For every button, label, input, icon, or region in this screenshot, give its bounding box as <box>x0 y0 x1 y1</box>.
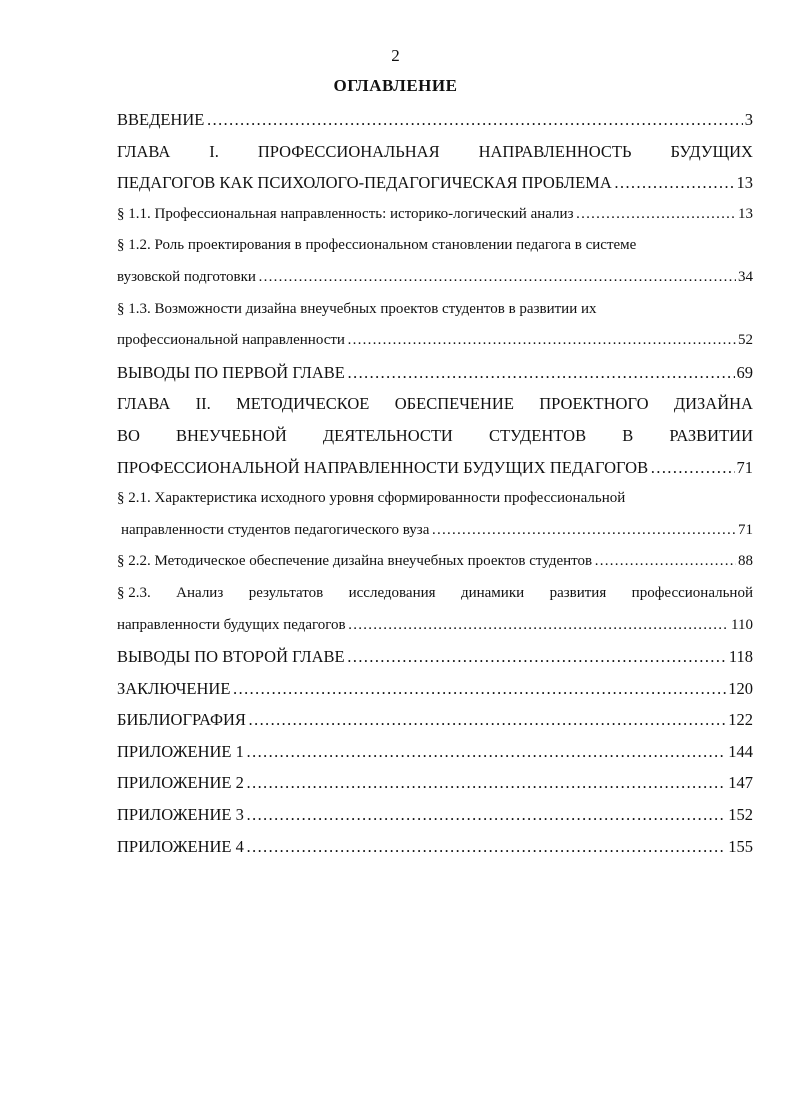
toc-entry-chapter1-line2[interactable] <box>117 167 753 199</box>
toc-leader <box>576 199 737 231</box>
toc-word: I. <box>209 141 219 161</box>
toc-entry-section-2-2[interactable] <box>117 546 753 578</box>
toc-entry-label: профессиональной направленности <box>117 332 345 349</box>
toc-word: II. <box>195 394 211 414</box>
toc-word: ВО <box>117 425 140 445</box>
toc-word: МЕТОДИЧЕСКОЕ <box>236 394 370 414</box>
toc-entry-label: § 2.2. Методическое обеспечение дизайна внеучебных проектов студентов <box>117 553 593 570</box>
toc-page-number: 144 <box>728 741 753 761</box>
toc-leader <box>614 167 735 199</box>
toc-page-number: 3 <box>744 110 753 129</box>
toc-entry-section-1-1[interactable] <box>117 199 753 231</box>
toc-entry-appendix-1[interactable] <box>117 736 753 768</box>
toc-page-number: 110 <box>731 616 753 633</box>
toc-entry-section-2-3-line1[interactable] <box>117 578 753 610</box>
toc-entry-chapter2-line2[interactable] <box>117 420 753 452</box>
page-title: ОГЛАВЛЕНИЕ <box>333 76 458 95</box>
toc-page-number: 71 <box>736 457 753 477</box>
toc-word: БУДУЩИХ <box>670 141 753 161</box>
toc-entry-label: ПЕДАГОГОВ КАК ПСИХОЛОГО-ПЕДАГОГИЧЕСКАЯ ПРОБЛЕМА <box>117 173 612 193</box>
toc-entry-section-2-1-line2[interactable] <box>117 515 753 547</box>
toc-page-number: 147 <box>728 773 753 793</box>
toc-entry-label: ЗАКЛЮЧЕНИЕ <box>117 678 231 698</box>
page-number: 2 <box>391 46 400 65</box>
toc-entry-label: ПРИЛОЖЕНИЕ 1 <box>117 741 244 761</box>
toc-leader <box>347 357 735 389</box>
toc-entry-appendix-4[interactable] <box>117 831 753 863</box>
toc-entry-label: ВЫВОДЫ ПО ВТОРОЙ ГЛАВЕ <box>117 647 345 667</box>
toc-page-number: 122 <box>728 710 753 730</box>
toc-page-number: 13 <box>736 173 753 193</box>
toc-entry-chapter1-line1[interactable] <box>117 136 753 168</box>
toc-leader <box>248 704 726 736</box>
toc-word: ПРОФЕССИОНАЛЬНАЯ <box>257 141 440 161</box>
toc-entry-label: БИБЛИОГРАФИЯ <box>117 710 246 730</box>
toc-page-number: 88 <box>738 553 753 570</box>
toc-word: ОБЕСПЕЧЕНИЕ <box>394 394 514 414</box>
toc-entry-label: ВВЕДЕНИЕ <box>117 110 205 129</box>
toc-leader <box>232 673 726 705</box>
toc-leader <box>258 262 736 294</box>
toc-entry-section-2-3-line2[interactable] <box>117 610 753 642</box>
toc-word: В <box>622 425 634 445</box>
toc-word: СТУДЕНТОВ <box>488 425 587 445</box>
toc-word: Анализ <box>176 584 224 601</box>
toc-page-number: 69 <box>736 362 753 382</box>
toc-entry-intro[interactable] <box>117 104 753 136</box>
toc-leader <box>246 736 726 768</box>
toc-leader <box>246 831 726 863</box>
toc-word: ГЛАВА <box>117 141 171 161</box>
toc-entry-conclusion[interactable] <box>117 673 753 705</box>
toc-leader <box>347 641 727 673</box>
toc-entry-label: направленности студентов педагогического вуза <box>121 521 430 538</box>
toc-entry-label: ВЫВОДЫ ПО ПЕРВОЙ ГЛАВЕ <box>117 362 345 382</box>
toc-page-number: 155 <box>728 836 753 856</box>
toc-word: ДЕЯТЕЛЬНОСТИ <box>322 425 453 445</box>
toc-word: результатов <box>248 584 324 601</box>
toc-page-number: 71 <box>738 521 753 538</box>
toc-entry-conclusions-1[interactable] <box>117 357 753 389</box>
toc-word: РАЗВИТИИ <box>669 425 753 445</box>
toc-entry-label: ПРОФЕССИОНАЛЬНОЙ НАПРАВЛЕННОСТИ БУДУЩИХ ПЕДАГОГОВ <box>117 457 649 477</box>
toc-entry-label: § 2.1. Характеристика исходного уровня сформированности профессиональной <box>117 490 626 507</box>
toc-word: ГЛАВА <box>117 394 171 414</box>
toc-entry-bibliography[interactable] <box>117 704 753 736</box>
toc-entry-label: направленности будущих педагогов <box>117 616 346 633</box>
toc-entry-label: ПРИЛОЖЕНИЕ 2 <box>117 773 244 793</box>
toc-entry-chapter2-line1[interactable] <box>117 388 753 420</box>
toc-entry-label: ПРИЛОЖЕНИЕ 4 <box>117 836 244 856</box>
toc-leader <box>348 610 729 642</box>
toc-leader <box>246 767 726 799</box>
toc-word: ВНЕУЧЕБНОЙ <box>176 425 287 445</box>
toc-word: исследования <box>348 584 436 601</box>
toc-word: ДИЗАЙНА <box>673 394 753 414</box>
toc-page-number: 34 <box>738 268 753 285</box>
toc-entry-chapter2-line3[interactable] <box>117 452 753 484</box>
toc-entry-section-1-3-line1[interactable] <box>117 294 753 326</box>
toc-word: профессиональной <box>631 584 753 601</box>
toc-entry-conclusions-2[interactable] <box>117 641 753 673</box>
toc-page-number: 118 <box>728 647 753 667</box>
toc-leader <box>594 546 736 578</box>
toc-entry-label: § 1.2. Роль проектирования в профессиональном становлении педагога в системе <box>117 237 637 254</box>
toc-entry-section-1-2-line2[interactable] <box>117 262 753 294</box>
toc-page-number: 120 <box>728 678 753 698</box>
toc-word: динамики <box>460 584 525 601</box>
toc-entry-section-2-1-line1[interactable] <box>117 483 753 515</box>
toc-word: развития <box>549 584 607 601</box>
toc-leader <box>246 799 726 831</box>
toc-word: НАПРАВЛЕННОСТЬ <box>478 141 632 161</box>
toc-leader <box>347 325 736 357</box>
toc-entry-label: ПРИЛОЖЕНИЕ 3 <box>117 805 244 825</box>
toc-leader <box>650 452 734 484</box>
toc-entry-label: § 1.3. Возможности дизайна внеучебных проектов студентов в развитии их <box>117 300 597 317</box>
toc-entry-appendix-2[interactable] <box>117 767 753 799</box>
toc-page-number: 152 <box>728 805 753 825</box>
toc-page-number: 52 <box>738 332 753 349</box>
toc-word: ПРОЕКТНОГО <box>539 394 649 414</box>
toc-entry-label: § 1.1. Профессиональная направленность: историко-логический анализ <box>117 205 574 222</box>
toc-entry-label: вузовской подготовки <box>117 268 256 285</box>
toc-word: § 2.3. <box>117 584 151 601</box>
toc-page-number: 13 <box>738 205 753 222</box>
toc-entry-section-1-3-line2[interactable] <box>117 325 753 357</box>
toc-leader <box>431 515 736 547</box>
table-of-contents <box>117 104 753 862</box>
toc-entry-section-1-2-line1[interactable] <box>117 230 753 262</box>
toc-leader <box>206 104 742 136</box>
toc-entry-appendix-3[interactable] <box>117 799 753 831</box>
